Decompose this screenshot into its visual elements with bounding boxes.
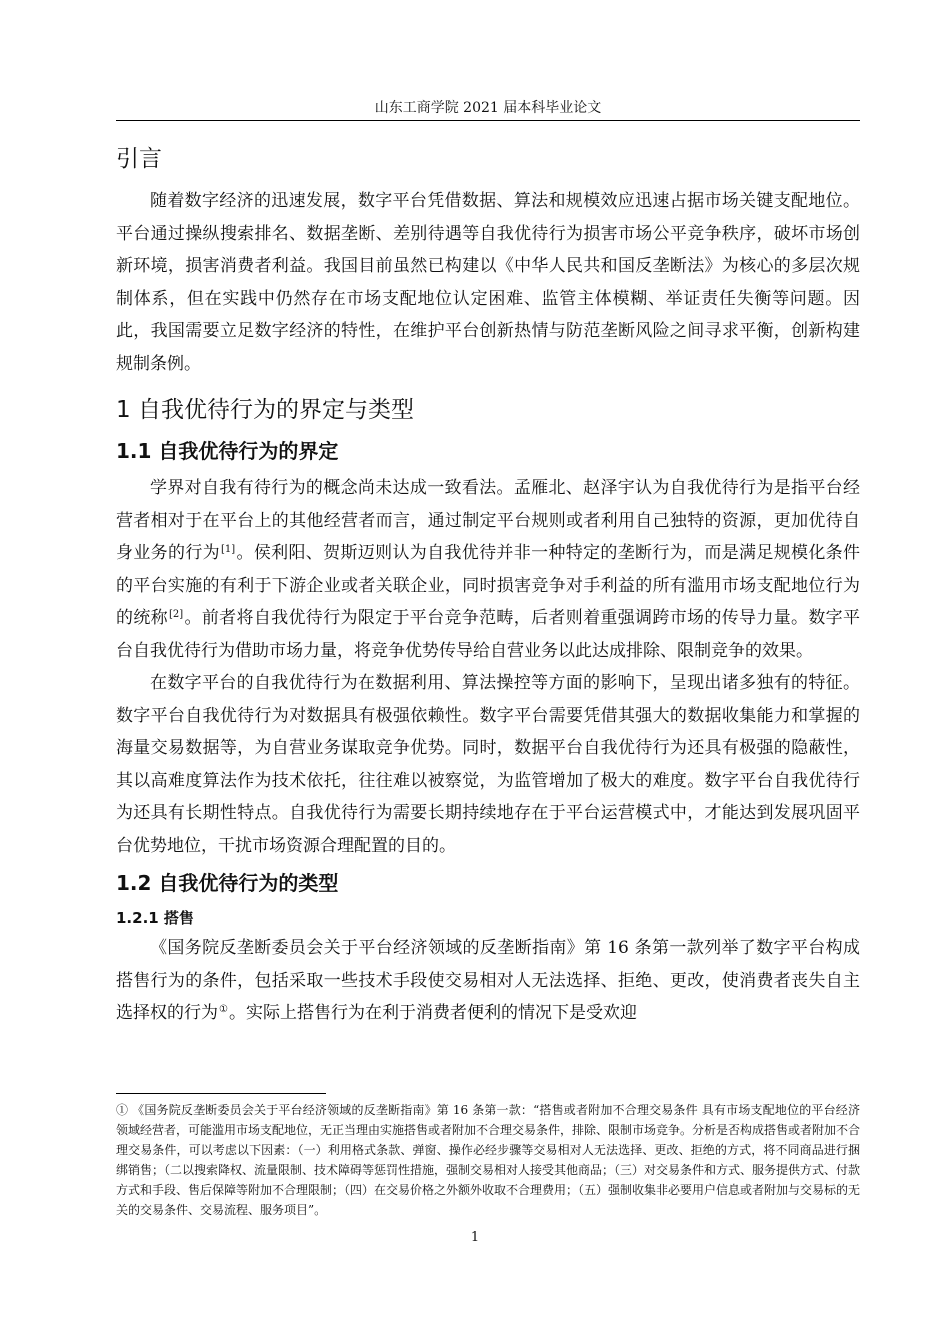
definition-text-part-3: 。前者将自我优待行为限定于平台竞争范畴，后者则着重强调跨市场的传导力量。数字平台自我优待行为借助市场力量，将竞争优势传导给自营业务以此达成排除、限制竞争的效果。	[116, 608, 861, 661]
page-number: 1	[470, 1230, 480, 1245]
footnote-divider	[116, 1093, 326, 1094]
footnote-text: 《国务院反垄断委员会关于平台经济领域的反垄断指南》第 16 条第一款：“搭售或者附加不合理交易条件 具有市场支配地位的平台经济领域经营者，可能滥用市场支配地位，无正当理由实施搭售或者附加不合理交易条件，排除、限制市场竞争。分析是否构成搭售或者附加不合理交易条件，可以考虑以下因素：（一）利用格式条款、弹窗、操作必经步骤等交易相对人无法选择、更改、拒绝的方式，将不同商品进行捆绑销售；（二以搜索降权、流量限制、技术障碍等惩罚性措施，强制交易相对人接受其他商品；（三）对交易条件和方式、服务提供方式、付款方式和手段、售后保障等附加不合理限制；（四）在交易价格之外额外收取不合理费用；（五）强制收集非必要用户信息或者附加与交易标的无关的交易条件、交易流程、服务项目”。	[116, 1103, 861, 1217]
footnote-marker[interactable]: ①	[219, 1004, 228, 1015]
page-content	[116, 96, 860, 1030]
footnote	[116, 1100, 860, 1220]
tying-text-part-1: 《国务院反垄断委员会关于平台经济领域的反垄断指南》第 16 条第一款列举了数字平台构成搭售行为的条件，包括采取一些技术手段使交易相对人无法选择、拒绝、更改，使消费者丧失自主选择权的行为	[116, 938, 860, 1023]
running-header: 山东工商学院 2021 届本科毕业论文	[116, 96, 860, 121]
definition-text-part-2: 。侯利阳、贺斯迈则认为自我优待并非一种特定的垄断行为，而是满足规模化条件的平台实施的有利于下游企业或者关联企业，同时损害竞争对手利益的所有滥用市场支配地位行为的统称	[116, 543, 861, 628]
section-1-2-1-title: 1.2.1 搭售	[116, 909, 194, 927]
citation-ref-2[interactable]: [2]	[169, 609, 184, 620]
section-1-1-title: 1.1 自我优待行为的界定	[116, 439, 339, 463]
section-1-title: 1 自我优待行为的界定与类型	[116, 397, 414, 423]
definition-paragraph-2: 在数字平台的自我优待行为在数据利用、算法操控等方面的影响下，呈现出诸多独有的特征。数字平台自我优待行为对数据具有极强依赖性。数字平台需要凭借其强大的数据收集能力和掌握的海量交易数据等，为自营业务谋取竞争优势。同时，数据平台自我优待行为还具有极强的隐蔽性，其以高难度算法作为技术依托，往往难以被察觉，为监管增加了极大的难度。数字平台自我优待行为还具有长期性特点。自我优待行为需要长期持续地存在于平台运营模式中，才能达到发展巩固平台优势地位，干扰市场资源合理配置的目的。	[116, 673, 860, 856]
definition-text-part-1: 学界对自我有待行为的概念尚未达成一致看法。孟雁北、赵泽宇认为自我优待行为是指平台经营者相对于在平台上的其他经营者而言，通过制定平台规则或者利用自己独特的资源，更加优待自身业务的行为	[116, 478, 860, 563]
citation-ref-1[interactable]: [1]	[220, 544, 236, 555]
tying-text-part-2: 。实际上搭售行为在利于消费者便利的情况下是受欢迎	[228, 1003, 637, 1023]
tying-paragraph	[116, 932, 860, 1030]
definition-paragraph-1	[116, 472, 860, 667]
footnote-mark: ①	[116, 1103, 129, 1117]
intro-title: 引言	[116, 146, 162, 172]
section-1-2-title: 1.2 自我优待行为的类型	[116, 871, 339, 895]
intro-paragraph: 随着数字经济的迅速发展，数字平台凭借数据、算法和规模效应迅速占据市场关键支配地位。平台通过操纵搜索排名、数据垄断、差别待遇等自我优待行为损害市场公平竞争秩序，破坏市场创新环境，损害消费者利益。我国目前虽然已构建以《中华人民共和国反垄断法》为核心的多层次规制体系，但在实践中仍然存在市场支配地位认定困难、监管主体模糊、举证责任失衡等问题。因此，我国需要立足数字经济的特性，在维护平台创新热情与防范垄断风险之间寻求平衡，创新构建规制条例。	[116, 191, 860, 374]
